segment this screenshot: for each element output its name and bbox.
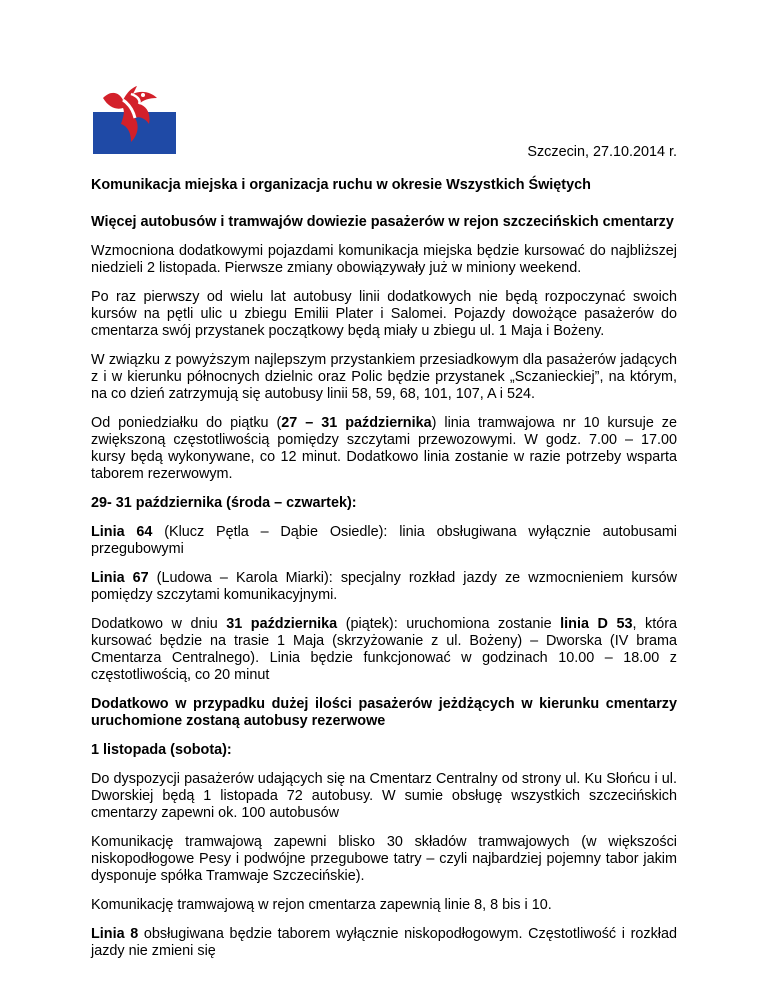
- text-run: , która kursować będzie na trasie 1 Maja (skrzyżowanie z ul. Bożeny) – Dworska (IV brama Cmentarza Centralnego). Linia będzie funkcjonować w godzinach 10.00 – 18.00 z częstotliwością, co 20 minut: [91, 616, 678, 683]
- section-heading-nov-1: 1 listopada (sobota):: [91, 742, 232, 758]
- paragraph-bus-count: Do dyspozycji pasażerów udających się na Cmentarz Centralny od strony ul. Ku Słońcu i ul. Dworskiej będą 1 listopada 72 autobusy. W sumie obsługę wszystkich szczecińskich cmentarzy zapewni ok. 100 autobusów: [91, 771, 677, 821]
- paragraph-tram-lines: Komunikację tramwajową w rejon cmentarza zapewnią linie 8, 8 bis i 10.: [91, 897, 552, 913]
- paragraph-tram-fleet: Komunikację tramwajową zapewni blisko 30 składów tramwajowych (w większości niskopodłogowe Pesy i podwójne przegubowe tatry – czyli najbardziej pojemny tabor jakim dysponuje spółka Tramwaje Szczecińskie).: [91, 834, 677, 884]
- document-body: [91, 214, 677, 972]
- section-heading-reserve-buses: Dodatkowo w przypadku dużej ilości pasażerów jeżdżących w kierunku cmentarzy uruchomione zostaną autobusy rezerwowe: [91, 696, 677, 729]
- date-range-bold: 27 – 31 października: [281, 415, 432, 431]
- line-8-text: obsługiwana będzie taborem wyłącznie niskopodłogowym. Częstotliwość i rozkład jazdy nie zmieni się: [91, 926, 677, 959]
- szczecin-griffin-logo: [93, 70, 176, 154]
- section-heading-oct-29-31: 29- 31 października (środa – czwartek):: [91, 495, 357, 511]
- text-run: ) linia tramwajowa nr 10 kursuje ze zwiększoną częstotliwością pomiędzy szczytami przewozowymi. W godz. 7.00 – 17.00 kursy będą wykonywane, co 12 minut. Dodatkowo linia zostanie w razie potrzeby wsparta taborem rezerwowym.: [91, 415, 677, 482]
- paragraph-transfer-stop: W związku z powyższym najlepszym przystankiem przesiadkowym dla pasażerów jadących z i w kierunku północnych dzielnic oraz Polic będzie przystanek „Sczanieckiej”, na którym, na co dzień zatrzymują się autobusy linii 58, 59, 68, 101, 107, A i 524.: [91, 352, 677, 402]
- paragraph-tram-line-10: [91, 415, 677, 483]
- text-run: Od poniedziałku do piątku (: [91, 415, 282, 431]
- line-67-text: (Ludowa – Karola Miarki): specjalny rozkład jazdy ze wzmocnieniem kursów pomiędzy szczytami komunikacyjnymi.: [91, 570, 677, 603]
- paragraph-line-8: [91, 926, 677, 960]
- section-heading-more-vehicles: Więcej autobusów i tramwajów dowiezie pasażerów w rejon szczecińskich cmentarzy: [91, 214, 674, 230]
- date-line: Szczecin, 27.10.2014 r.: [527, 144, 677, 160]
- line-64-label: Linia 64: [91, 524, 153, 540]
- line-d53-entry: [91, 616, 677, 684]
- paragraph-reinforced-service: Wzmocniona dodatkowymi pojazdami komunikacja miejska będzie kursować do najbliższej niedzieli 2 listopada. Pierwsze zmiany obowiązywały już w miniony weekend.: [91, 243, 677, 276]
- document-title: Komunikacja miejska i organizacja ruchu w okresie Wszystkich Świętych: [91, 177, 591, 193]
- date-bold: 31 października: [226, 616, 338, 632]
- line-64-entry: [91, 524, 677, 558]
- griffin-logo-icon: [93, 70, 176, 154]
- line-67-entry: [91, 570, 677, 604]
- lines-block: [91, 524, 677, 684]
- text-run: (piątek): uruchomiona zostanie: [337, 616, 561, 632]
- text-run: Dodatkowo w dniu: [91, 616, 227, 632]
- paragraph-new-start-stop: Po raz pierwszy od wielu lat autobusy linii dodatkowych nie będą rozpoczynać swoich kursów na pętli ulic u zbiegu Emilii Plater i Salomei. Pojazdy dowożące pasażerów do cmentarza swój przystanek początkowy będą miały u zbiegu ul. 1 Maja i Bożeny.: [91, 289, 677, 339]
- line-67-label: Linia 67: [91, 570, 149, 586]
- line-d53-label: linia D 53: [560, 616, 633, 632]
- line-64-text: (Klucz Pętla – Dąbie Osiedle): linia obsługiwana wyłącznie autobusami przegubowymi: [91, 524, 678, 557]
- line-8-label: Linia 8: [91, 926, 139, 942]
